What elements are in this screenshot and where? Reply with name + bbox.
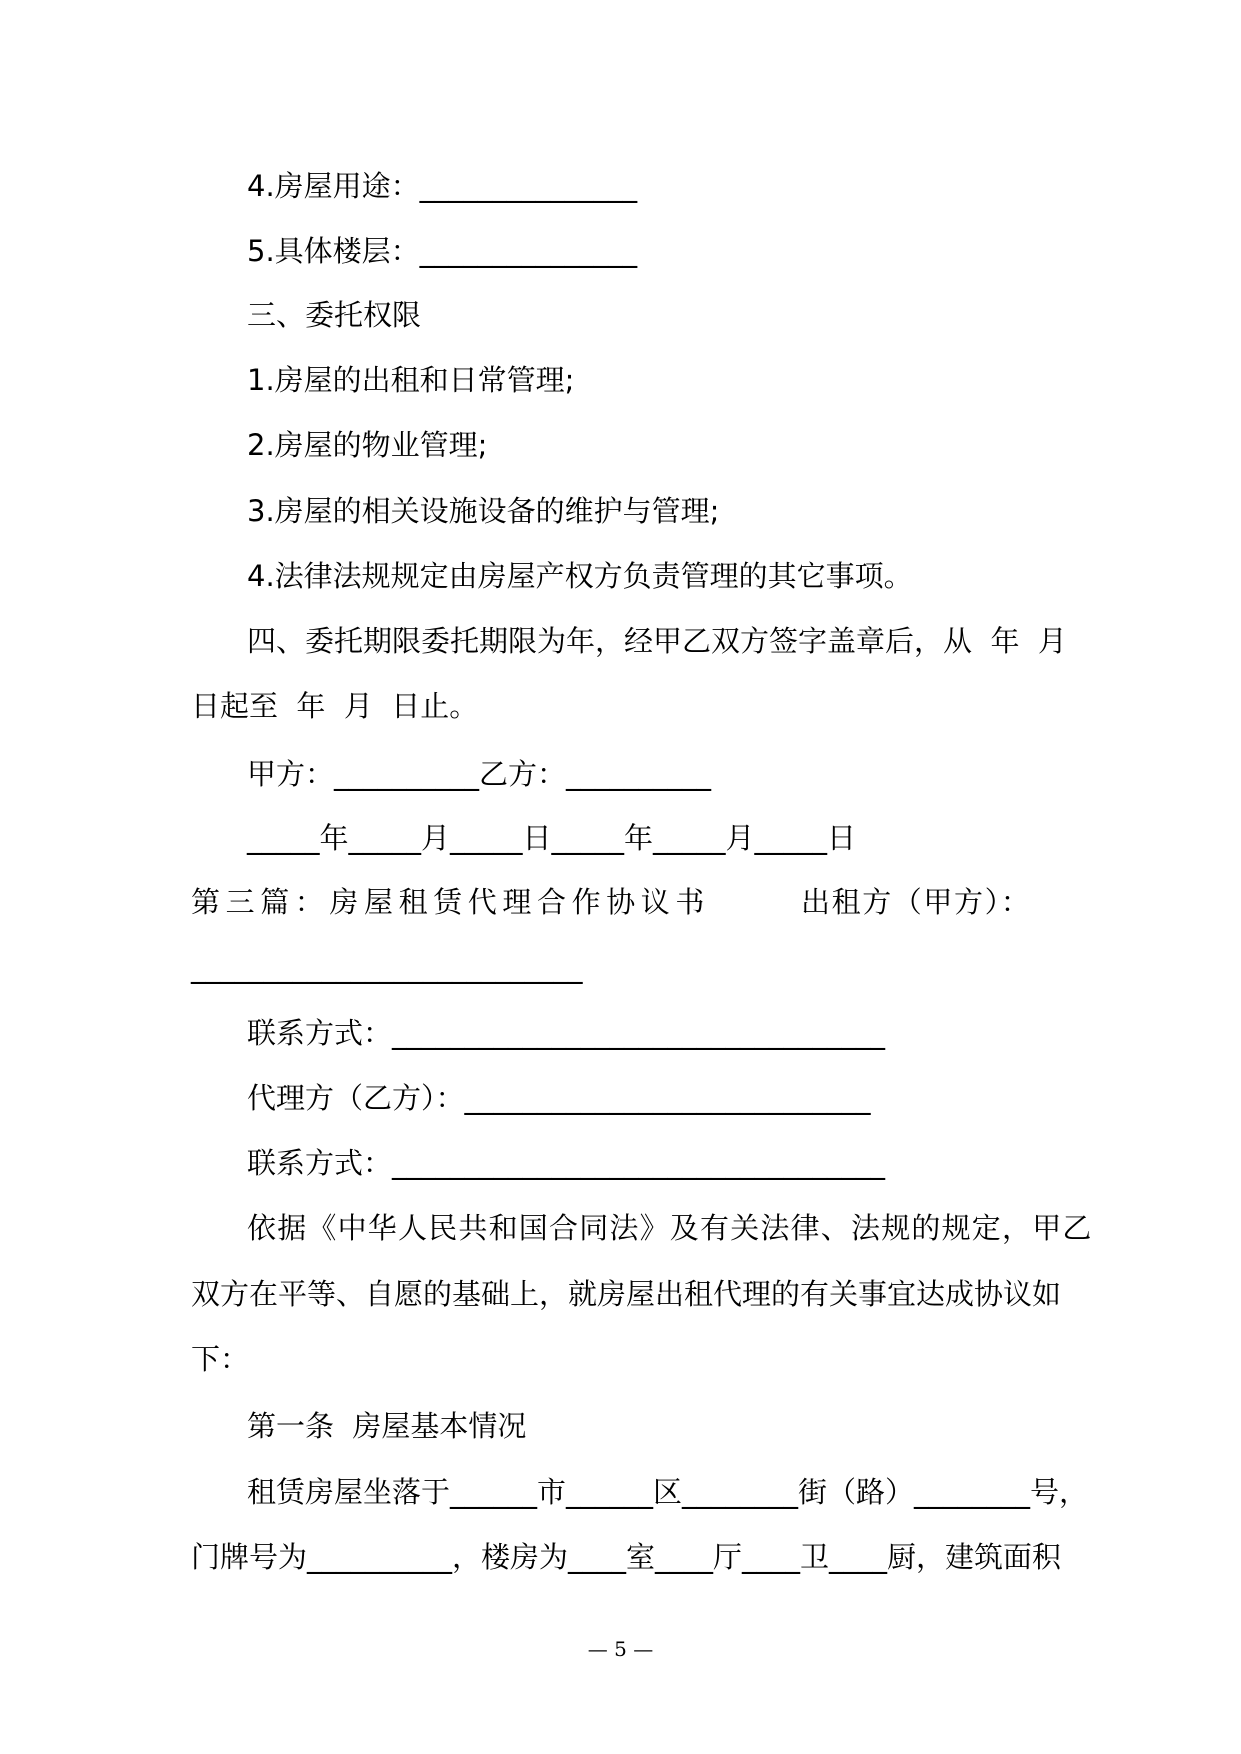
preamble-line: 双方在平等、自愿的基础上，就房屋出租代理的有关事宜达成协议如 [191,1277,1062,1311]
lessor-label: 出租方（甲方）： [801,885,1032,919]
term-paragraph-line: 四、委托期限委托期限为年，经甲乙双方签字盖章后，从 年 月 [247,624,1067,658]
authority-item: 2.房屋的物业管理; [247,428,488,462]
authority-item: 1.房屋的出租和日常管理; [247,363,575,397]
section-heading-authority: 三、委托权限 [247,298,422,332]
agent-contact-line: 联系方式：__________________________________ [247,1146,886,1180]
article-title: 第三篇：房屋租赁代理合作协议书 [191,885,711,919]
clause-heading: 第一条 房屋基本情况 [247,1409,527,1443]
preamble-line: 依据《中华人民共和国合同法》及有关法律、法规的规定，甲乙 [247,1211,1093,1245]
lessor-contact-line: 联系方式：__________________________________ [247,1016,886,1050]
authority-item: 3.房屋的相关设施设备的维护与管理; [247,494,720,528]
signature-dates-line: _____年_____月_____日_____年_____月_____日 [247,821,857,855]
agent-line: 代理方（乙方）：____________________________ [247,1081,871,1115]
clause-paragraph-line: 门牌号为__________，楼房为____室____厅____卫____厨，建筑面积 [191,1540,1062,1574]
authority-item: 4.法律法规规定由房屋产权方负责管理的其它事项。 [247,559,913,593]
term-paragraph-line: 日起至 年 月 日止。 [191,689,479,723]
property-floor-line: 5.具体楼层：_______________ [247,234,638,268]
signature-parties-line: 甲方：__________乙方：__________ [247,757,712,791]
clause-paragraph-line: 租赁房屋坐落于______市______区________街（路）________号， [247,1475,1089,1509]
preamble-line: 下： [191,1342,250,1376]
lessor-blank-line: ___________________________ [191,950,583,984]
page-number: — 5 — [587,1637,654,1661]
property-usage-line: 4.房屋用途：_______________ [247,169,638,203]
